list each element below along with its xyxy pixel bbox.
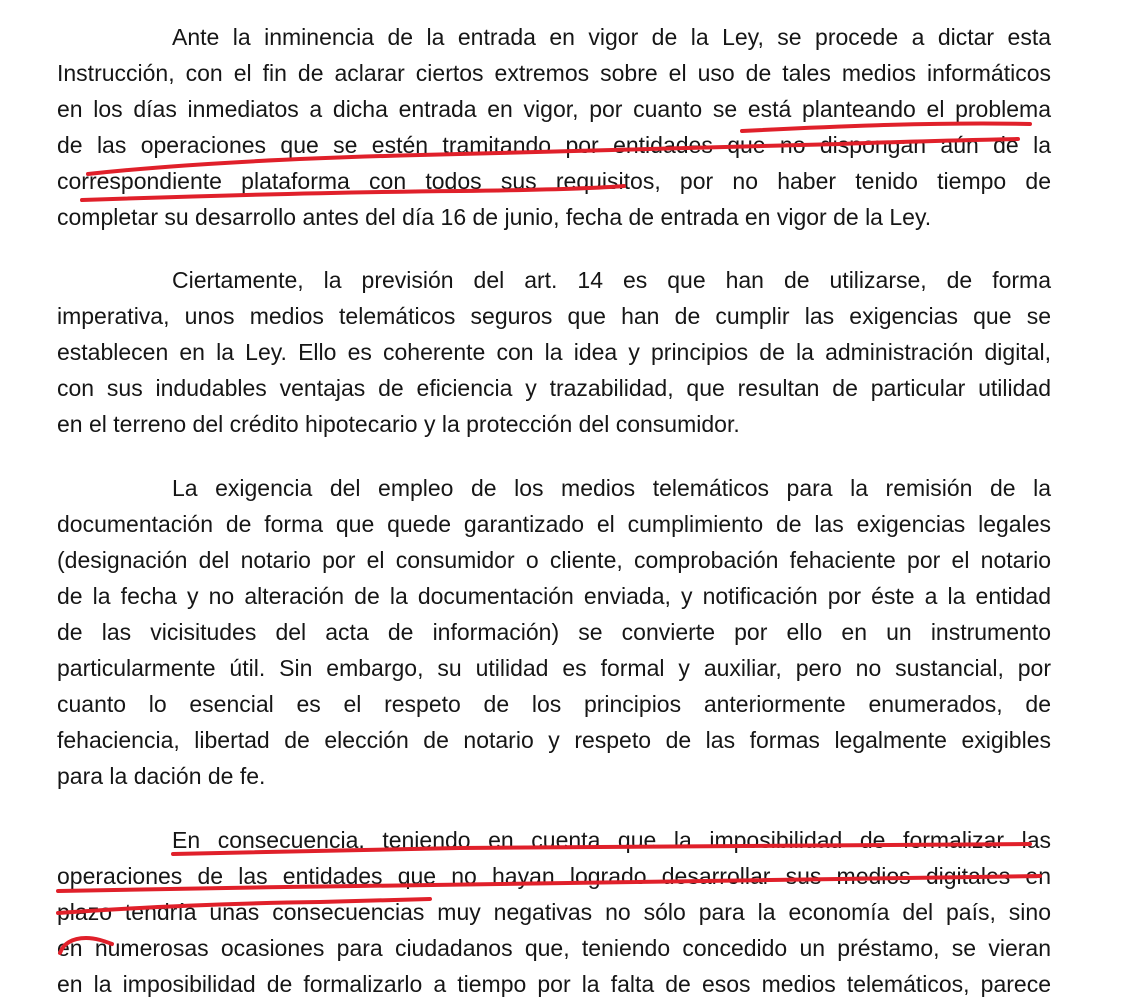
text-line: en los días inmediatos a dicha entrada en vigor, por cuanto se está planteando el problema: [57, 96, 1051, 122]
text-line: de las operaciones que se estén tramitando por entidades que no dispongan aún de la: [57, 132, 1051, 158]
text-line: para la dación de fe.: [57, 763, 266, 789]
text-line: en el terreno del crédito hipotecario y la protección del consumidor.: [57, 411, 740, 437]
text-line: correspondiente plataforma con todos sus requisitos, por no haber tenido tiempo de: [57, 168, 1051, 194]
text-line: fehaciencia, libertad de elección de notario y respeto de las formas legalmente exigibles: [57, 727, 1051, 753]
text-line: (designación del notario por el consumidor o cliente, comprobación fehaciente por el notario: [57, 547, 1051, 573]
text-line: de las vicisitudes del acta de información) se convierte por ello en un instrumento: [57, 619, 1051, 645]
text-line: establecen en la Ley. Ello es coherente con la idea y principios de la administración digital,: [57, 339, 1051, 365]
text-line: La exigencia del empleo de los medios telemáticos para la remisión de la: [172, 475, 1051, 501]
text-line: Instrucción, con el fin de aclarar ciertos extremos sobre el uso de tales medios informáticos: [57, 60, 1051, 86]
text-line: imperativa, unos medios telemáticos seguros que han de cumplir las exigencias que se: [57, 303, 1051, 329]
text-line: plazo tendría unas consecuencias muy negativas no sólo para la economía del país, sino: [57, 899, 1051, 925]
text-line: particularmente útil. Sin embargo, su utilidad es formal y auxiliar, pero no sustancial, por: [57, 655, 1051, 681]
text-line: documentación de forma que quede garantizado el cumplimiento de las exigencias legales: [57, 511, 1051, 537]
text-line: En consecuencia, teniendo en cuenta que la imposibilidad de formalizar las: [172, 827, 1051, 853]
text-line: Ante la inminencia de la entrada en vigor de la Ley, se procede a dictar esta: [172, 24, 1051, 50]
text-line: operaciones de las entidades que no hayan logrado desarrollar sus medios digitales en: [57, 863, 1051, 889]
text-line: en la imposibilidad de formalizarlo a tiempo por la falta de esos medios telemáticos, parece: [57, 971, 1051, 997]
text-line: completar su desarrollo antes del día 16 de junio, fecha de entrada en vigor de la Ley.: [57, 204, 932, 230]
text-line: de la fecha y no alteración de la documentación enviada, y notificación por éste a la entidad: [57, 583, 1051, 609]
text-line: en numerosas ocasiones para ciudadanos que, teniendo concedido un préstamo, se vieran: [57, 935, 1051, 961]
text-line: con sus indudables ventajas de eficiencia y trazabilidad, que resultan de particular utilidad: [57, 375, 1051, 401]
text-line: Ciertamente, la previsión del art. 14 es que han de utilizarse, de forma: [172, 267, 1051, 293]
text-line: cuanto lo esencial es el respeto de los principios anteriormente enumerados, de: [57, 691, 1051, 717]
